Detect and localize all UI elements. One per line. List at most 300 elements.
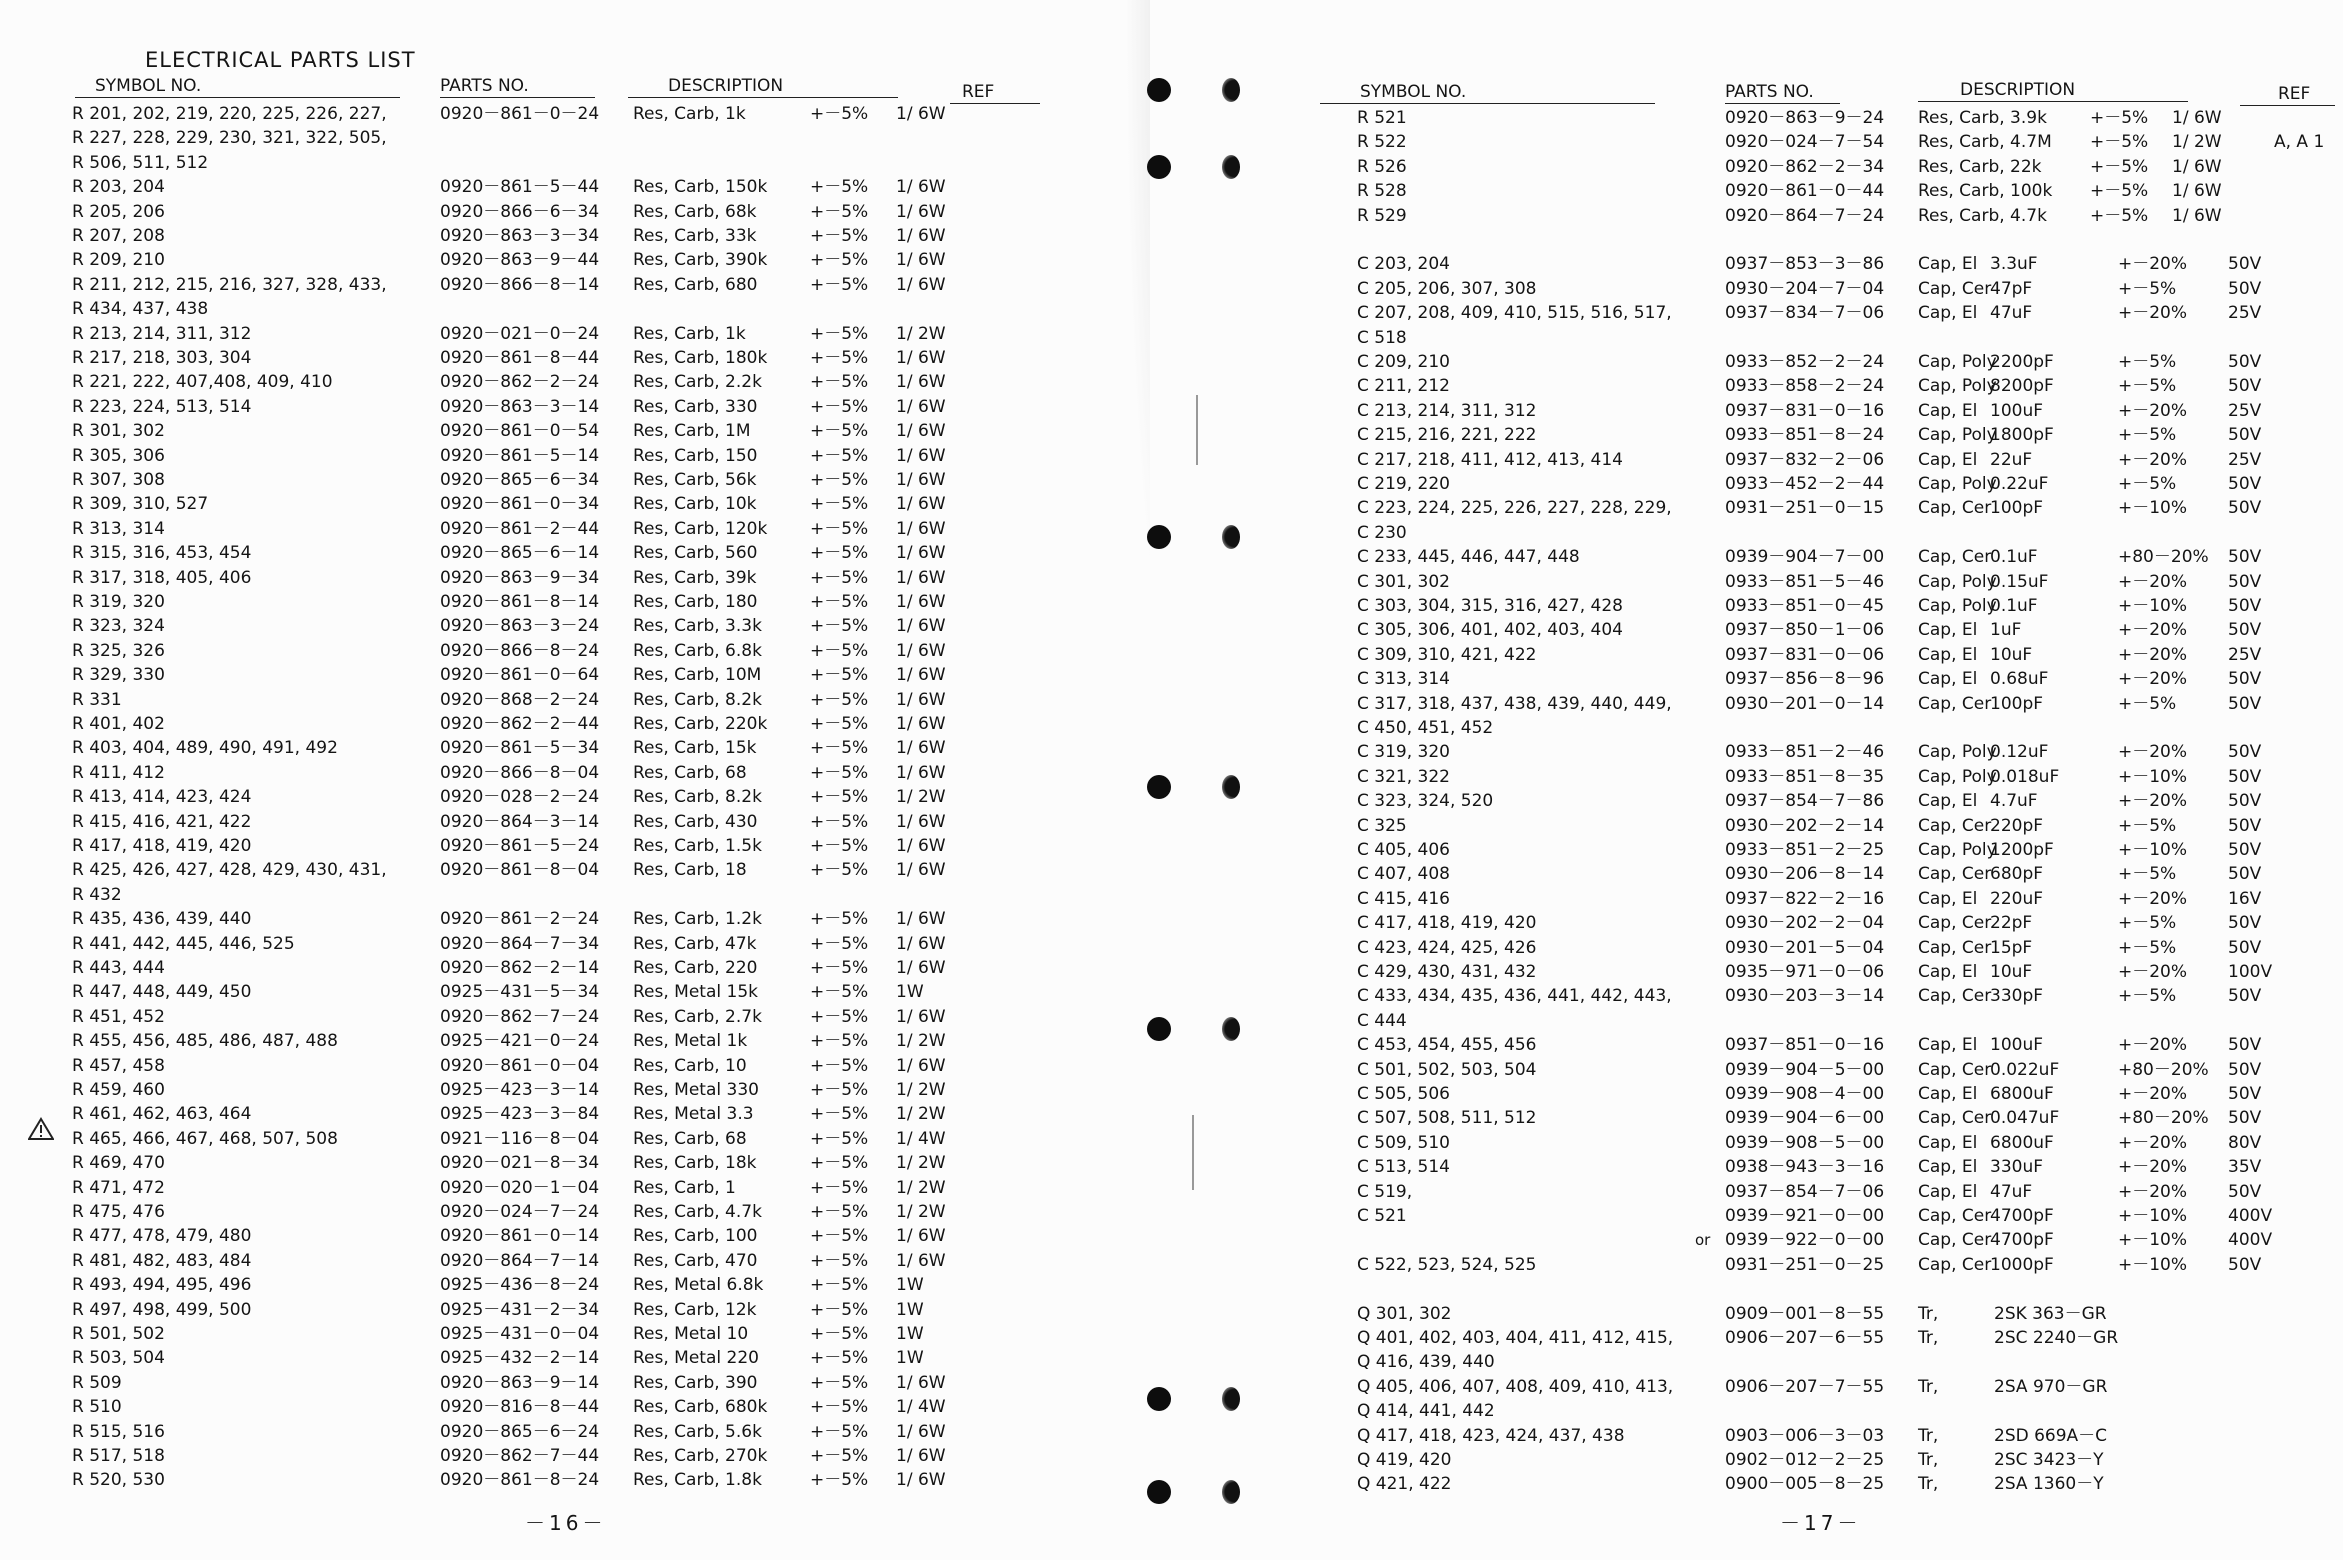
part-number-cell: 0938－943－3－16	[1725, 1157, 1885, 1178]
part-number-cell: 0920－861－0－24	[440, 104, 600, 124]
part-number-cell: 0933－851－2－46	[1725, 742, 1885, 763]
part-number-cell: 0920－861－0－44	[1725, 181, 1885, 202]
description-cell: Res, Metal 330	[633, 1080, 759, 1100]
tolerance-cell: +－10%	[2118, 498, 2188, 519]
tolerance-cell: +－20%	[2118, 400, 2188, 421]
rating-cell: 50V	[2228, 1181, 2262, 1202]
part-number-cell: 0920－862－2－44	[440, 714, 600, 734]
value-cell: 0.68uF	[1990, 669, 2049, 690]
tolerance-cell: +－5%	[810, 1372, 869, 1393]
tolerance-cell: +－20%	[2118, 888, 2188, 909]
value-cell: 100pF	[1990, 693, 2044, 714]
symbol-cell: C 217, 218, 411, 412, 413, 414	[1357, 449, 1623, 470]
symbol-cell: C 519,	[1357, 1181, 1413, 1202]
rating-cell: 1W	[896, 1275, 924, 1296]
part-number-cell: 0925－423－3－84	[440, 1104, 600, 1125]
description-cell: Res, Carb, 1	[633, 1177, 736, 1198]
rating-cell: 50V	[2228, 596, 2262, 616]
symbol-cell: C 319, 320	[1357, 742, 1450, 763]
symbol-cell: Q 416, 439, 440	[1357, 1352, 1495, 1373]
symbol-cell: R 201, 202, 219, 220, 225, 226, 227,	[72, 104, 387, 124]
description-cell: Tr,	[1918, 1425, 1939, 1446]
value-cell: 2SD 669A－C	[1994, 1425, 2108, 1446]
rating-cell: 1/ 4W	[896, 1397, 946, 1418]
tolerance-cell: +－20%	[2118, 1157, 2188, 1178]
part-number-cell: 0920－021－8－34	[440, 1153, 600, 1174]
symbol-cell: C 521	[1357, 1206, 1407, 1226]
description-cell: Res, Carb, 8.2k	[633, 689, 762, 710]
description-cell: Tr,	[1918, 1328, 1939, 1348]
symbol-cell: R 465, 466, 467, 468, 507, 508	[72, 1128, 338, 1149]
part-number-cell: 0920－861－8－14	[440, 592, 600, 612]
tolerance-cell: +－5%	[810, 518, 869, 539]
part-number-cell: 0925－436－8－24	[440, 1275, 600, 1296]
tolerance-cell: +－5%	[810, 958, 869, 978]
description-cell: Res, Carb, 1M	[633, 421, 751, 442]
symbol-cell: R 301, 302	[72, 421, 165, 442]
rating-cell: 1/ 6W	[896, 250, 946, 271]
rating-cell: 50V	[2228, 352, 2262, 372]
tolerance-cell: +－5%	[810, 1226, 869, 1247]
rating-cell: 1/ 6W	[896, 104, 946, 124]
symbol-cell: C 203, 204	[1357, 254, 1450, 275]
description-cell: Res, Carb, 15k	[633, 738, 757, 759]
tolerance-cell: +－5%	[810, 762, 869, 783]
description-cell: Tr,	[1918, 1450, 1939, 1470]
value-cell: 1000pF	[1990, 1254, 2054, 1275]
symbol-cell: R 503, 504	[72, 1348, 165, 1369]
part-number-cell: 0920－861－0－14	[440, 1226, 600, 1247]
rating-cell: 50V	[2228, 254, 2262, 275]
rating-cell: 1/ 6W	[896, 616, 946, 637]
rating-cell: 1/ 6W	[896, 811, 946, 832]
rating-cell: 1/ 2W	[896, 787, 946, 808]
description-cell: Res, Carb, 8.2k	[633, 787, 762, 808]
description-cell: Cap, El	[1918, 1035, 1978, 1056]
value-cell: 220pF	[1990, 815, 2044, 836]
description-cell: Res, Carb, 33k	[633, 226, 757, 246]
rating-cell: 1/ 6W	[896, 421, 946, 442]
symbol-cell: C 211, 212	[1357, 376, 1450, 397]
tolerance-cell: +－10%	[2118, 596, 2188, 616]
rating-cell: 35V	[2228, 1157, 2262, 1178]
part-number-cell: 0933－851－5－46	[1725, 571, 1885, 592]
tolerance-cell: +－20%	[2118, 449, 2188, 470]
tolerance-cell: +－5%	[810, 1348, 869, 1369]
tolerance-cell: +－5%	[810, 1031, 869, 1052]
value-cell: 47uF	[1990, 303, 2033, 324]
description-cell: Cap, El	[1918, 303, 1978, 324]
description-cell: Res, Carb, 18k	[633, 1153, 757, 1174]
symbol-cell: C 325	[1357, 815, 1407, 836]
tolerance-cell: +－5%	[810, 1080, 869, 1100]
description-cell: Cap, Cer	[1918, 1230, 1992, 1251]
part-number-cell: 0937－834－7－06	[1725, 303, 1885, 324]
binder-hole	[1147, 155, 1171, 179]
description-cell: Cap, Cer	[1918, 498, 1992, 519]
part-number-cell: 0939－922－0－00	[1725, 1230, 1885, 1251]
document-title: ELECTRICAL PARTS LIST	[145, 48, 416, 72]
symbol-cell: C 205, 206, 307, 308	[1357, 278, 1537, 299]
binder-hole	[1147, 1387, 1171, 1411]
tolerance-cell: +－5%	[810, 1153, 869, 1174]
symbol-cell: R 520, 530	[72, 1470, 165, 1491]
tolerance-cell: +－5%	[810, 1397, 869, 1418]
rating-cell: 1/ 6W	[896, 494, 946, 515]
value-cell: 0.15uF	[1990, 571, 2049, 592]
symbol-cell: C 313, 314	[1357, 669, 1450, 690]
part-number-cell: 0920－862－2－34	[1725, 156, 1885, 177]
binder-hole	[1222, 1387, 1240, 1411]
part-number-cell: 0931－251－0－25	[1725, 1254, 1885, 1275]
tolerance-cell: +－20%	[2118, 303, 2188, 324]
rating-cell: 50V	[2228, 937, 2262, 958]
part-number-cell: 0937－854－7－06	[1725, 1181, 1885, 1202]
symbol-cell: C 450, 451, 452	[1357, 718, 1494, 738]
alternate-part-note: or	[1695, 1231, 1711, 1250]
description-cell: Res, Carb, 68	[633, 1128, 747, 1149]
rating-cell: 1/ 6W	[896, 836, 946, 856]
part-number-cell: 0920－861－5－34	[440, 738, 600, 759]
tolerance-cell: +－5%	[810, 1470, 869, 1491]
description-cell: Res, Carb, 18	[633, 860, 747, 881]
description-cell: Cap, El	[1918, 791, 1978, 812]
symbol-cell: R 403, 404, 489, 490, 491, 492	[72, 738, 338, 759]
value-cell: 3.3uF	[1990, 254, 2038, 275]
rating-cell: 1/ 6W	[896, 762, 946, 783]
symbol-column-header: SYMBOL NO.	[75, 76, 400, 98]
tolerance-cell: +－5%	[2118, 986, 2177, 1007]
part-number-cell: 0933－851－8－35	[1725, 766, 1885, 787]
description-cell: Cap, Poly	[1918, 742, 1997, 763]
tolerance-cell: +－5%	[810, 836, 869, 856]
rating-cell: 1/ 6W	[896, 714, 946, 734]
value-cell: 2SK 363－GR	[1994, 1303, 2107, 1324]
value-cell: 47uF	[1990, 1181, 2033, 1202]
description-cell: Cap, Cer	[1918, 815, 1992, 836]
rating-cell: 50V	[2228, 815, 2262, 836]
symbol-cell: R 521	[1357, 108, 1407, 128]
tolerance-cell: +－5%	[2118, 278, 2177, 299]
rating-cell: 50V	[2228, 474, 2262, 494]
tolerance-cell: +－5%	[810, 348, 869, 368]
part-number-cell: 0937－831－0－16	[1725, 400, 1885, 421]
symbol-cell: R 529	[1357, 205, 1407, 226]
value-cell: 330uF	[1990, 1157, 2044, 1178]
symbol-cell: R 441, 442, 445, 446, 525	[72, 933, 295, 954]
description-cell: Cap, Cer	[1918, 278, 1992, 299]
part-number-cell: 0925－421－0－24	[440, 1031, 600, 1052]
tolerance-cell: +－10%	[2118, 840, 2188, 860]
tolerance-cell: +－5%	[810, 250, 869, 271]
symbol-cell: R 401, 402	[72, 714, 165, 734]
rating-cell: 1/ 6W	[896, 1446, 946, 1466]
symbol-cell: C 215, 216, 221, 222	[1357, 425, 1537, 446]
tolerance-cell: +－5%	[810, 1299, 869, 1320]
caution-icon	[28, 1117, 54, 1141]
rating-cell: 1/ 6W	[896, 1006, 946, 1027]
tolerance-cell: +－5%	[810, 201, 869, 222]
value-cell: 100uF	[1990, 1035, 2044, 1056]
description-cell: Res, Carb, 68k	[633, 201, 757, 222]
symbol-cell: R 493, 494, 495, 496	[72, 1275, 252, 1296]
rating-cell: 80V	[2228, 1132, 2262, 1153]
part-number-cell: 0939－904－7－00	[1725, 547, 1885, 568]
description-cell: Cap, Cer	[1918, 986, 1992, 1007]
part-number-cell: 0920－864－7－24	[1725, 205, 1885, 226]
symbol-cell: R 307, 308	[72, 470, 165, 490]
tolerance-cell: +－20%	[2118, 962, 2188, 982]
symbol-cell: C 323, 324, 520	[1357, 791, 1494, 812]
symbol-cell: C 513, 514	[1357, 1157, 1450, 1178]
part-number-cell: 0937－856－8－96	[1725, 669, 1885, 690]
tolerance-cell: +－5%	[810, 1202, 869, 1222]
symbol-cell: R 497, 498, 499, 500	[72, 1299, 252, 1320]
tolerance-cell: +－5%	[810, 1128, 869, 1149]
symbol-cell: R 457, 458	[72, 1055, 165, 1076]
symbol-cell: R 315, 316, 453, 454	[72, 543, 252, 564]
description-cell: Cap, Cer	[1918, 913, 1992, 934]
tolerance-cell: +－10%	[2118, 766, 2188, 787]
tolerance-cell: +－20%	[2118, 1132, 2188, 1153]
description-cell: Res, Metal 1k	[633, 1031, 748, 1052]
rating-cell: 1/ 2W	[896, 1177, 946, 1198]
symbol-cell: C 444	[1357, 1010, 1407, 1031]
value-cell: 8200pF	[1990, 376, 2054, 397]
binder-hole	[1222, 525, 1240, 549]
description-cell: Cap, El	[1918, 449, 1978, 470]
description-cell: Res, Carb, 1.5k	[633, 836, 762, 856]
part-number-cell: 0920－862－2－14	[440, 958, 600, 978]
symbol-cell: R 203, 204	[72, 177, 165, 198]
description-cell: Res, Carb, 470	[633, 1250, 758, 1271]
tolerance-cell: +－10%	[2118, 1206, 2188, 1226]
rating-cell: 50V	[2228, 425, 2262, 446]
description-cell: Cap, Poly	[1918, 596, 1997, 616]
part-number-cell: 0920－865－6－34	[440, 470, 600, 490]
symbol-cell: R 317, 318, 405, 406	[72, 567, 252, 588]
part-number-cell: 0937－853－3－86	[1725, 254, 1885, 275]
part-number-cell: 0920－861－0－54	[440, 421, 600, 442]
symbol-cell: R 517, 518	[72, 1446, 165, 1466]
symbol-cell: Q 405, 406, 407, 408, 409, 410, 413,	[1357, 1376, 1674, 1397]
rating-cell: 1/ 6W	[896, 201, 946, 222]
symbol-cell: R 447, 448, 449, 450	[72, 982, 252, 1003]
part-number-cell: 0925－431－2－34	[440, 1299, 600, 1320]
description-cell: Res, Metal 10	[633, 1324, 749, 1344]
rating-cell: 50V	[2228, 913, 2262, 934]
description-cell: Res, Carb, 2.2k	[633, 372, 762, 393]
part-number-cell: 0920－816－8－44	[440, 1397, 600, 1418]
description-cell: Res, Metal 6.8k	[633, 1275, 764, 1296]
part-number-cell: 0933－858－2－24	[1725, 376, 1885, 397]
description-cell: Res, Metal 220	[633, 1348, 759, 1369]
description-cell: Res, Carb, 680	[633, 274, 758, 295]
part-number-cell: 0937－850－1－06	[1725, 620, 1885, 641]
symbol-cell: C 230	[1357, 522, 1407, 543]
page-number-17: －17－	[1780, 1511, 1862, 1535]
value-cell: 47pF	[1990, 278, 2033, 299]
symbol-cell: C 433, 434, 435, 436, 441, 442, 443,	[1357, 986, 1672, 1007]
value-cell: 0.12uF	[1990, 742, 2049, 763]
part-number-cell: 0920－868－2－24	[440, 689, 600, 710]
part-number-cell: 0920－864－3－14	[440, 811, 600, 832]
rating-cell: 50V	[2228, 278, 2262, 299]
rating-cell: 1/ 6W	[896, 592, 946, 612]
symbol-cell: R 455, 456, 485, 486, 487, 488	[72, 1031, 338, 1052]
description-cell: Cap, Cer	[1918, 1254, 1992, 1275]
ref-cell: A, A 1	[2274, 132, 2325, 153]
description-cell: Cap, Cer	[1918, 1108, 1992, 1129]
rating-cell: 1/ 6W	[896, 274, 946, 295]
description-cell: Res, Carb, 150	[633, 445, 758, 466]
rating-cell: 100V	[2228, 962, 2273, 982]
description-cell: Cap, Cer	[1918, 937, 1992, 958]
description-cell: Cap, El	[1918, 1157, 1978, 1178]
symbol-cell: R 213, 214, 311, 312	[72, 323, 252, 344]
part-number-cell: 0920－861－8－04	[440, 860, 600, 881]
symbol-cell: C 417, 418, 419, 420	[1357, 913, 1537, 934]
rating-cell: 1/ 6W	[896, 226, 946, 246]
rating-cell: 1/ 6W	[2172, 108, 2222, 128]
scan-mark	[1196, 395, 1198, 465]
rating-cell: 1/ 6W	[896, 445, 946, 466]
description-cell: Res, Carb, 3.9k	[1918, 108, 2047, 128]
description-cell: Cap, El	[1918, 1181, 1978, 1202]
value-cell: 680pF	[1990, 864, 2044, 885]
value-cell: 4700pF	[1990, 1206, 2054, 1226]
rating-cell: 25V	[2228, 644, 2262, 665]
rating-cell: 1/ 6W	[2172, 156, 2222, 177]
rating-cell: 1/ 6W	[2172, 181, 2222, 202]
binder-hole	[1222, 1017, 1240, 1041]
symbol-cell: R 461, 462, 463, 464	[72, 1104, 252, 1125]
tolerance-cell: +－5%	[810, 372, 869, 393]
value-cell: 0.022uF	[1990, 1059, 2060, 1080]
symbol-cell: R 319, 320	[72, 592, 165, 612]
rating-cell: 16V	[2228, 888, 2262, 909]
description-cell: Res, Carb, 270k	[633, 1446, 768, 1466]
binder-hole	[1147, 1480, 1171, 1504]
description-cell: Res, Carb, 100	[633, 1226, 758, 1247]
part-number-cell: 0920－866－6－34	[440, 201, 600, 222]
description-column-header-right: DESCRIPTION	[1918, 80, 2188, 102]
symbol-cell: C 301, 302	[1357, 571, 1450, 592]
tolerance-cell: +－5%	[810, 104, 869, 124]
description-cell: Cap, El	[1918, 962, 1978, 982]
rating-cell: 1/ 6W	[896, 1470, 946, 1491]
symbol-cell: R 481, 482, 483, 484	[72, 1250, 252, 1271]
binder-hole	[1147, 525, 1171, 549]
value-cell: 15pF	[1990, 937, 2033, 958]
description-cell: Res, Carb, 6.8k	[633, 640, 762, 661]
rating-cell: 1/ 6W	[896, 348, 946, 368]
symbol-cell: R 459, 460	[72, 1080, 165, 1100]
rating-cell: 1/ 6W	[896, 1055, 946, 1076]
rating-cell: 1W	[896, 982, 924, 1003]
description-cell: Res, Carb, 4.7M	[1918, 132, 2052, 153]
tolerance-cell: +－5%	[810, 274, 869, 295]
part-number-cell: 0920－864－7－34	[440, 933, 600, 954]
symbol-cell: R 211, 212, 215, 216, 327, 328, 433,	[72, 274, 387, 295]
rating-cell: 1/ 6W	[896, 665, 946, 686]
tolerance-cell: +－5%	[2118, 376, 2177, 397]
part-number-cell: 0920－863－9－44	[440, 250, 600, 271]
tolerance-cell: +－20%	[2118, 1035, 2188, 1056]
value-cell: 22uF	[1990, 449, 2033, 470]
value-cell: 100pF	[1990, 498, 2044, 519]
part-number-cell: 0920－861－0－04	[440, 1055, 600, 1076]
rating-cell: 50V	[2228, 620, 2262, 641]
description-cell: Cap, Cer	[1918, 1206, 1992, 1226]
description-cell: Cap, El	[1918, 1132, 1978, 1153]
symbol-cell: R 477, 478, 479, 480	[72, 1226, 252, 1247]
symbol-cell: R 323, 324	[72, 616, 165, 637]
part-number-cell: 0937－851－0－16	[1725, 1035, 1885, 1056]
tolerance-cell: +－5%	[810, 860, 869, 881]
symbol-cell: C 207, 208, 409, 410, 515, 516, 517,	[1357, 303, 1672, 324]
description-cell: Res, Carb, 1k	[633, 323, 746, 344]
description-cell: Tr,	[1918, 1303, 1939, 1324]
part-number-cell: 0930－206－8－14	[1725, 864, 1885, 885]
tolerance-cell: +－5%	[2118, 815, 2177, 836]
value-cell: 6800uF	[1990, 1132, 2054, 1153]
description-cell: Res, Carb, 5.6k	[633, 1421, 762, 1442]
part-number-cell: 0920－863－3－34	[440, 226, 600, 246]
tolerance-cell: +－5%	[2118, 913, 2177, 934]
symbol-cell: R 411, 412	[72, 762, 165, 783]
symbol-cell: C 501, 502, 503, 504	[1357, 1059, 1537, 1080]
part-number-cell: 0930－202－2－14	[1725, 815, 1885, 836]
part-number-cell: 0909－001－8－55	[1725, 1303, 1885, 1324]
description-cell: Cap, Poly	[1918, 840, 1997, 860]
symbol-cell: R 509	[72, 1372, 122, 1393]
symbol-cell: R 425, 426, 427, 428, 429, 430, 431,	[72, 860, 387, 881]
description-cell: Cap, Poly	[1918, 571, 1997, 592]
symbol-cell: C 415, 416	[1357, 888, 1450, 909]
part-number-cell: 0939－908－5－00	[1725, 1132, 1885, 1153]
description-cell: Res, Carb, 10	[633, 1055, 747, 1076]
part-number-cell: 0920－861－8－44	[440, 348, 600, 368]
tolerance-cell: +－5%	[810, 1275, 869, 1296]
tolerance-cell: +－20%	[2118, 644, 2188, 665]
description-cell: Res, Carb, 4.7k	[1918, 205, 2047, 226]
description-cell: Res, Carb, 220	[633, 958, 758, 978]
part-number-cell: 0920－863－9－24	[1725, 108, 1885, 128]
rating-cell: 1/ 2W	[896, 1104, 946, 1125]
symbol-cell: R 221, 222, 407,408, 409, 410	[72, 372, 333, 393]
symbol-cell: C 429, 430, 431, 432	[1357, 962, 1537, 982]
part-number-cell: 0925－432－2－14	[440, 1348, 600, 1369]
tolerance-cell: +－5%	[2118, 352, 2177, 372]
symbol-cell: R 434, 437, 438	[72, 299, 209, 320]
symbol-cell: R 227, 228, 229, 230, 321, 322, 505,	[72, 128, 387, 149]
tolerance-cell: +－5%	[810, 738, 869, 759]
part-number-cell: 0920－024－7－54	[1725, 132, 1885, 153]
symbol-cell: R 469, 470	[72, 1153, 165, 1174]
symbol-cell: C 423, 424, 425, 426	[1357, 937, 1537, 958]
tolerance-cell: +－5%	[2118, 425, 2177, 446]
tolerance-cell: +－5%	[810, 494, 869, 515]
tolerance-cell: +－5%	[2118, 693, 2177, 714]
tolerance-cell: +－20%	[2118, 669, 2188, 690]
description-cell: Res, Carb, 680k	[633, 1397, 768, 1418]
symbol-cell: C 522, 523, 524, 525	[1357, 1254, 1537, 1275]
tolerance-cell: +－5%	[810, 177, 869, 198]
rating-cell: 50V	[2228, 547, 2262, 568]
description-cell: Res, Carb, 390k	[633, 250, 768, 271]
symbol-cell: R 329, 330	[72, 665, 165, 686]
